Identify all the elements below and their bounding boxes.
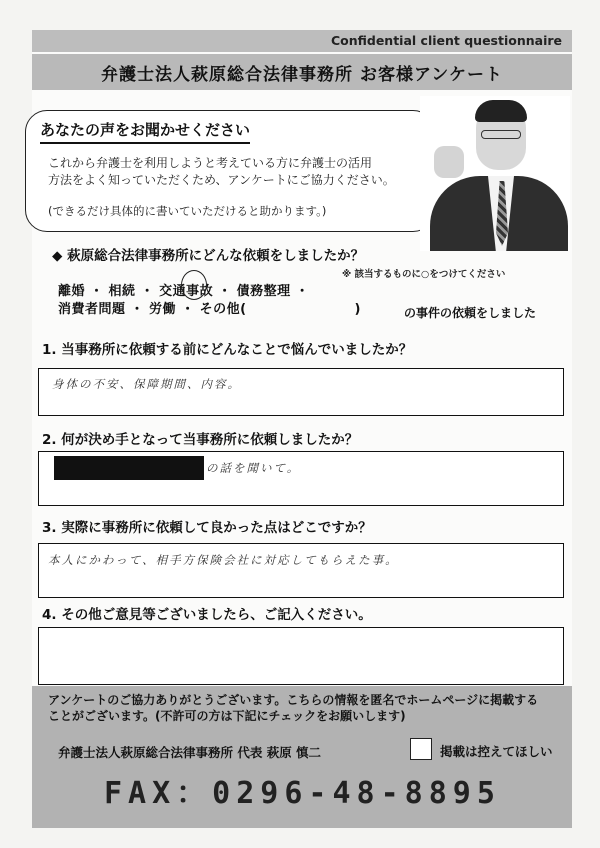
photo-glasses — [481, 130, 521, 139]
footer-firm-name: 弁護士法人萩原総合法律事務所 代表 萩原 慎二 — [58, 745, 322, 760]
handdrawn-circle-selection — [181, 270, 207, 300]
photo-hair — [475, 100, 527, 122]
intro-title: あなたの声をお聞かせください — [40, 119, 250, 144]
intro-line-1: これから弁護士を利用しようと考えている方に弁護士の活用 — [48, 156, 373, 170]
answer-2-handwriting: の話を聞いて。 — [206, 461, 301, 475]
intro-line-2: 方法をよく知っていただくため、アンケートにご協力ください。 — [48, 173, 395, 187]
answer-3-handwriting: 本人にかわって、相手方保険会社に対応してもらえた事。 — [48, 553, 399, 567]
header-title: 弁護士法人萩原総合法律事務所 お客様アンケート — [101, 65, 503, 85]
answer-4-box[interactable] — [38, 627, 564, 685]
request-options-line-2[interactable]: 消費者問題 ・ 労働 ・ その他( ) — [58, 302, 361, 317]
intro-speech-bubble — [25, 110, 435, 232]
question-4-label: 4. その他ご意見等ございましたら、ご記入ください。 — [42, 607, 372, 623]
header-band-top — [32, 30, 572, 52]
footer-text — [48, 692, 568, 724]
no-publish-checkbox-label: 掲載は控えてほしい — [440, 744, 553, 759]
question-request-type: ◆ 萩原総合法律事務所にどんな依頼をしましたか？ — [52, 248, 365, 264]
redaction-bar — [54, 456, 204, 480]
intro-note: (できるだけ具体的に書いていただけると助かります。) — [48, 204, 327, 218]
fax-number: FAX：0296-48-8895 — [104, 776, 501, 811]
question-3-label: 3. 実際に事務所に依頼して良かった点はどこですか？ — [42, 520, 372, 536]
photo-fist — [434, 146, 464, 178]
answer-1-handwriting: 身体の不安、保障期間、内容。 — [52, 377, 241, 391]
request-options-suffix: の事件の依頼をしました — [404, 306, 537, 320]
no-publish-checkbox[interactable] — [410, 738, 432, 760]
request-type-note: ※ 該当するものに○をつけてください — [342, 269, 506, 280]
request-options-line-1[interactable]: 離婚 ・ 相続 ・ 交通事故 ・ 債務整理 ・ — [58, 284, 310, 299]
footer-text-line-2: ことがございます。(不許可の方は下記にチェックをお願いします) — [48, 709, 406, 723]
header-subtitle-en: Confidential client questionnaire — [330, 33, 562, 48]
header-band-main — [32, 54, 572, 90]
lawyer-photo — [420, 96, 570, 251]
footer-text-line-1: アンケートのご協力ありがとうございます。こちらの情報を匿名でホームページに掲載する — [48, 693, 539, 707]
question-1-label: 1. 当事務所に依頼する前にどんなことで悩んでいましたか？ — [42, 342, 413, 358]
question-2-label: 2. 何が決め手となって当事務所に依頼しましたか？ — [42, 432, 359, 448]
intro-text — [48, 155, 428, 189]
